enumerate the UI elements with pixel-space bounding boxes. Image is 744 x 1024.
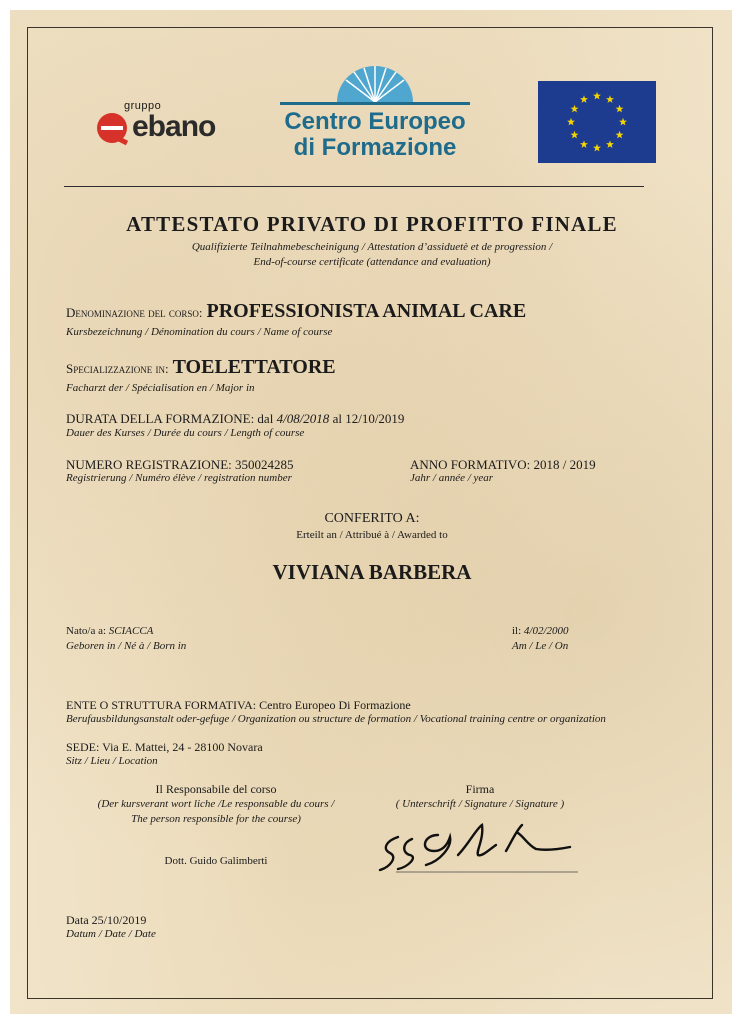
course-label: Denominazione del corso:: [66, 305, 203, 320]
birth-place: SCIACCA: [108, 625, 154, 637]
year-label: ANNO FORMATIVO: 2018 / 2019: [410, 457, 596, 472]
institution-label: ENTE O STRUTTURA FORMATIVA: Centro Europeo Di Formazione: [66, 698, 411, 712]
header-divider: [64, 186, 644, 187]
location-sub: Sitz / Lieu / Location: [66, 755, 158, 767]
eu-star-icon: [606, 95, 614, 103]
eu-star-icon: [616, 131, 624, 139]
birth-date-sub: Am / Le / On: [512, 640, 569, 652]
birth-date-row: [512, 625, 569, 637]
specialization-label: Specializzazione in:: [66, 361, 169, 376]
birth-date: 4/02/2000: [523, 625, 569, 637]
eu-star-icon: [616, 105, 624, 113]
birth-place-label: Nato/a a:: [66, 625, 107, 637]
course-row: [66, 300, 526, 323]
eu-stars-icon: [538, 81, 656, 163]
ebano-gruppo-text: gruppo: [124, 100, 162, 112]
signature-sub: ( Unterschrift / Signature / Signature ): [395, 798, 565, 810]
specialization-sub: Facharzt der / Spécialisation en / Major in: [66, 382, 255, 394]
eu-star-icon: [570, 105, 578, 113]
birth-place-sub: Geboren in / Né à / Born in: [66, 640, 187, 652]
centro-europeo-logo: [280, 60, 470, 170]
duration-row: [66, 411, 404, 427]
registration-sub: Registrierung / Numéro élève / registration number: [66, 472, 292, 484]
issue-date-label: Data 25/10/2019: [66, 913, 147, 927]
eu-star-icon: [593, 144, 601, 152]
centro-logo-line1: Centro Europeo: [284, 108, 466, 135]
location-label: SEDE: Via E. Mattei, 24 - 28100 Novara: [66, 740, 263, 754]
issue-date-sub: Datum / Date / Date: [66, 928, 156, 940]
eu-star-icon: [619, 118, 627, 126]
certificate-title: ATTESTATO PRIVATO DI PROFITTO FINALE: [126, 212, 618, 236]
certificate-title-sub2: End-of-course certificate (attendance and evaluation): [253, 256, 491, 268]
institution-sub: Berufausbildungsanstalt oder-gefuge / Organization ou structure de formation / Vocational training centre or organization: [66, 713, 606, 725]
eu-flag-icon: [538, 81, 656, 163]
centro-logo-line2: di Formazione: [293, 134, 457, 161]
eu-star-icon: [593, 92, 601, 100]
specialization-value: TOELETTATORE: [172, 356, 336, 378]
duration-label: DURATA DELLA FORMAZIONE: dal: [66, 411, 274, 426]
duration-sub: Dauer des Kurses / Durée du cours / Length of course: [66, 427, 305, 439]
course-sub: Kursbezeichnung / Dénomination du cours / Name of course: [66, 326, 333, 338]
year-sub: Jahr / année / year: [410, 472, 494, 484]
eu-star-icon: [567, 118, 575, 126]
specialization-row: [66, 356, 336, 379]
duration-to: 12/10/2019: [345, 411, 405, 426]
conferred-sub: Erteilt an / Attribué à / Awarded to: [296, 529, 448, 541]
certificate-title-sub1: Qualifizierte Teilnahmebescheinigung / Attestation d’assiduetè et de progression /: [191, 241, 553, 253]
registration-label: NUMERO REGISTRAZIONE: 350024285: [66, 457, 294, 472]
duration-mid: al: [332, 411, 342, 426]
conferred-label: CONFERITO A:: [324, 511, 420, 526]
duration-from: 4/08/2018: [276, 411, 330, 426]
responsible-sub1: (Der kursverant wort liche /Le responsable du cours /: [97, 798, 335, 810]
eu-star-icon: [580, 140, 588, 148]
sunrise-icon: [280, 60, 470, 110]
responsible-sub2: The person responsible for the course): [131, 813, 301, 825]
eu-star-icon: [570, 131, 578, 139]
ebano-name: ebano: [132, 110, 216, 143]
ebano-logo: [92, 96, 242, 156]
signature-label: Firma: [465, 782, 495, 796]
responsible-name: Dott. Guido Galimberti: [164, 855, 268, 867]
birth-place-row: [66, 625, 153, 637]
birth-date-label: il:: [512, 625, 522, 637]
eu-star-icon: [580, 95, 588, 103]
eu-star-icon: [606, 140, 614, 148]
handwritten-signature: [378, 815, 588, 875]
recipient-name: VIVIANA BARBERA: [272, 560, 472, 584]
course-name: PROFESSIONISTA ANIMAL CARE: [206, 300, 527, 322]
responsible-label: Il Responsabile del corso: [155, 782, 277, 796]
ebano-e-icon: [92, 110, 136, 146]
